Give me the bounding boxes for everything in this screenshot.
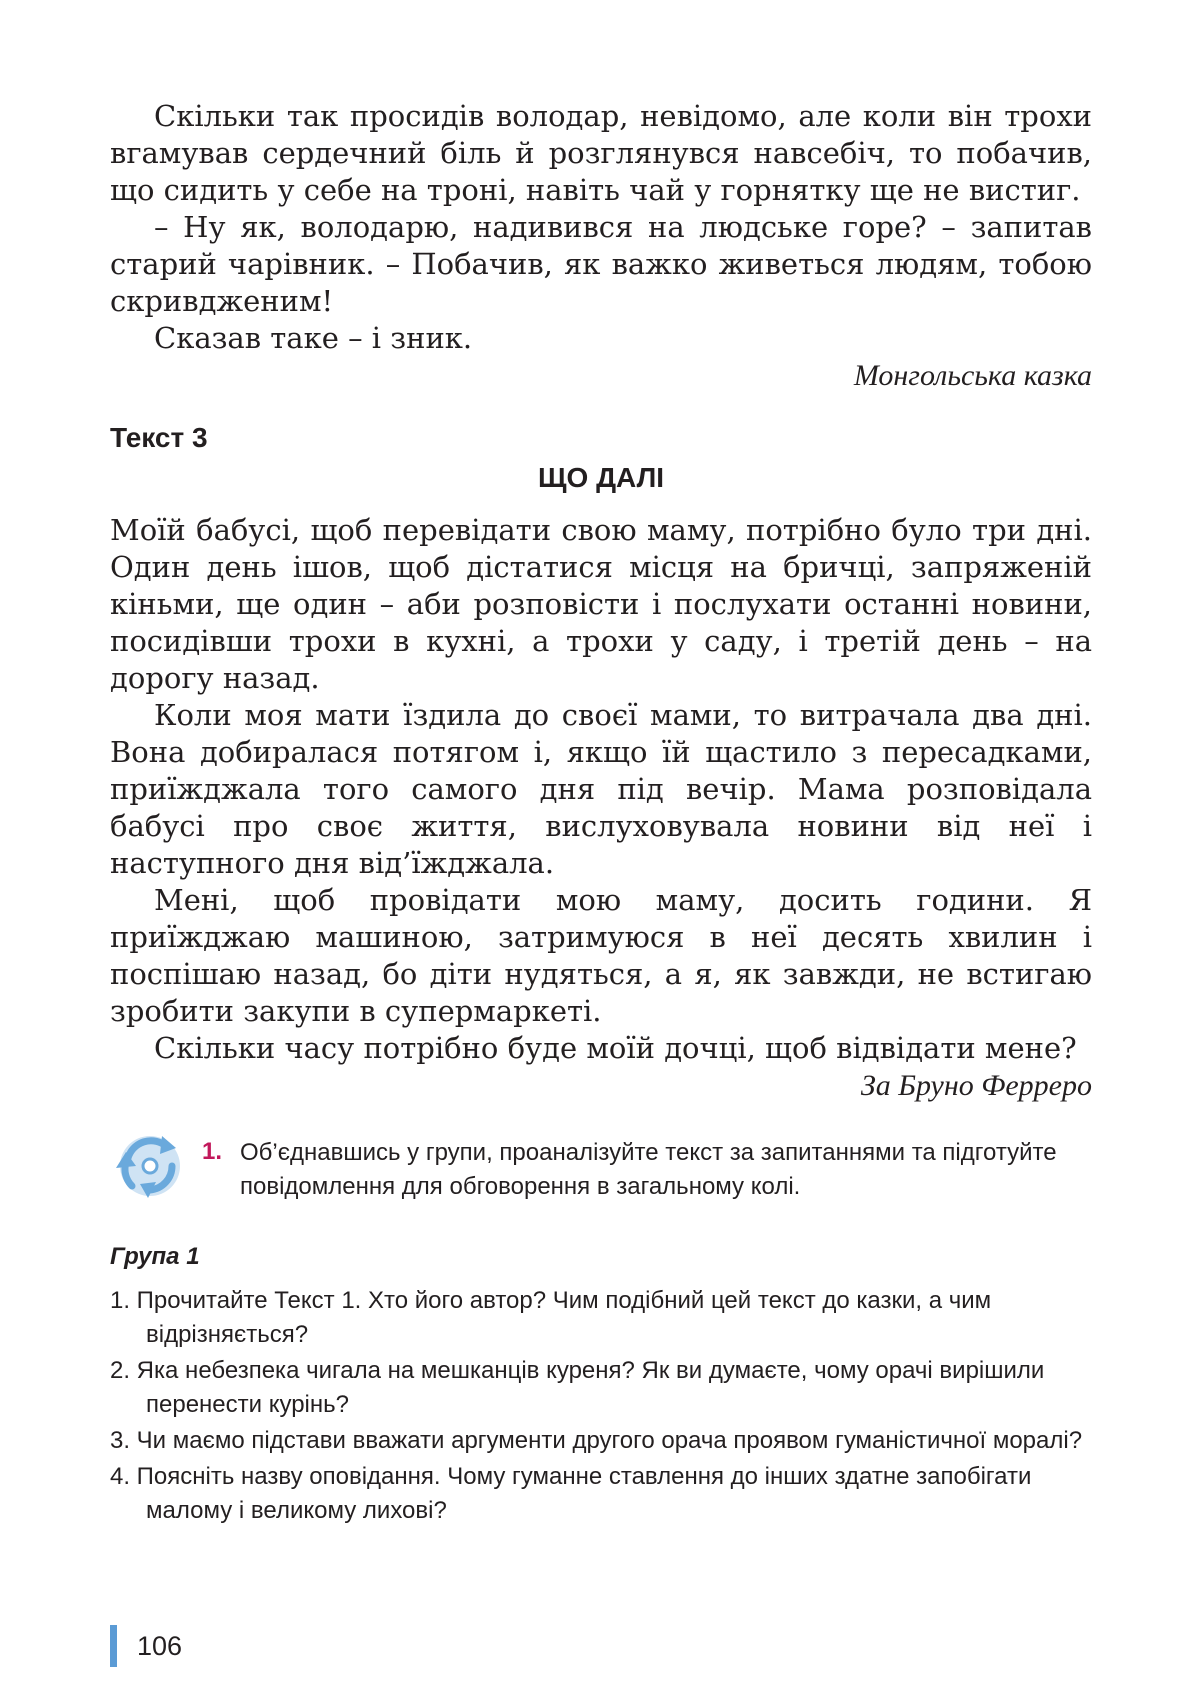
paragraph: Коли моя мати їздила до своєї мами, то витрачала два дні. Вона добиралася потягом і, якщо їй щастило з пересадками, приїжджала того самого дня під вечір. Мама розповідала бабусі про своє життя, вислуховувала новини від неї і наступного дня від’їжджала. (110, 698, 1092, 880)
question-list (110, 1284, 1092, 1528)
list-item: 1. Прочитайте Текст 1. Хто його автор? Чим подібний цей текст до казки, а чим відрізняється? (110, 1287, 992, 1348)
paragraph: Мені, щоб провідати мою маму, досить години. Я приїжджаю машиною, затримуюся в неї десять хвилин і поспішаю назад, бо діти нудяться, а я, як завжди, не встигаю зробити закупи в супермаркеті. (110, 883, 1092, 1028)
text-label: Текст 3 (110, 422, 208, 453)
paragraph: Скільки часу потрібно буде моїй дочці, щоб відвідати мене? (154, 1031, 1077, 1065)
list-item: 4. Поясніть назву оповідання. Чому гуманне ставлення до інших здатне запобігати малому і великому лихові? (110, 1463, 1032, 1524)
task-text: Об’єднавшись у групи, проаналізуйте текст за запитаннями та підготуйте повідомлення для обговорення в загальному колі. (240, 1139, 1057, 1200)
page-content (110, 98, 1092, 1530)
source-signature: Монгольська казка (853, 359, 1092, 392)
paragraph: Скільки так просидів володар, невідомо, але коли він трохи вгамував сердечний біль й розглянувся навсебіч, то побачив, що сидить у себе на троні, навіть чай у горнятку ще не вистиг. (110, 99, 1092, 207)
paragraph: Моїй бабусі, щоб перевідати свою маму, потрібно було три дні. Один день ішов, щоб дістатися місця на бричці, запряженій кіньми, ще один – аби розповісти і послухати останні новини, посидівши трохи в кухні, а трохи у саду, і третій день – на дорогу назад. (110, 513, 1092, 695)
list-item: 3. Чи маємо підстави вважати аргументи другого орача проявом гуманістичної моралі? (110, 1427, 1083, 1454)
paragraph: Сказав таке – і зник. (154, 321, 473, 355)
group-title: Група 1 (110, 1243, 200, 1270)
page-number: 106 (137, 1630, 183, 1661)
source-signature: За Бруно Ферреро (860, 1069, 1092, 1102)
text-title: ЩО ДАЛІ (537, 462, 665, 493)
page-footer (110, 1625, 182, 1667)
task-number: 1. (202, 1138, 223, 1165)
task-block (110, 1128, 1092, 1220)
paragraph: – Ну як, володарю, надивився на людське горе? – запитав старий чарівник. – Побачив, як важко живеться людям, тобою скривдженим! (110, 210, 1092, 318)
group-work-icon (108, 1124, 192, 1208)
list-item: 2. Яка небезпека чигала на мешканців куреня? Як ви думаєте, чому орачі вирішили перенести курінь? (110, 1357, 1045, 1418)
footer-accent-bar (110, 1625, 117, 1667)
